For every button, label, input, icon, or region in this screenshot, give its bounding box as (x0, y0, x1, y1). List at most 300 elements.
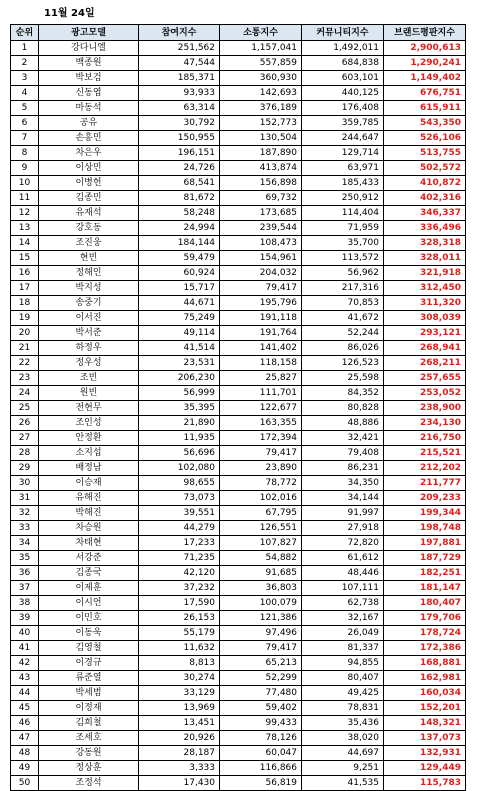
cell-model-name: 조인성 (39, 416, 139, 431)
table-row (11, 641, 466, 656)
table-row (11, 176, 466, 191)
cell-rank: 48 (11, 746, 39, 761)
cell-rank: 50 (11, 776, 39, 791)
cell-participation: 185,371 (139, 71, 220, 86)
cell-communication: 79,417 (220, 641, 302, 656)
cell-community: 56,962 (302, 266, 384, 281)
cell-model-name: 조진웅 (39, 236, 139, 251)
cell-participation: 102,080 (139, 461, 220, 476)
cell-brand-index: 268,941 (384, 341, 466, 356)
cell-communication: 152,773 (220, 116, 302, 131)
cell-rank: 33 (11, 521, 39, 536)
cell-community: 113,572 (302, 251, 384, 266)
cell-participation: 56,999 (139, 386, 220, 401)
cell-communication: 108,473 (220, 236, 302, 251)
cell-rank: 5 (11, 101, 39, 116)
cell-communication: 191,764 (220, 326, 302, 341)
header-brand-index: 브랜드평판지수 (384, 25, 466, 41)
cell-communication: 172,394 (220, 431, 302, 446)
cell-brand-index: 328,011 (384, 251, 466, 266)
cell-brand-index: 212,202 (384, 461, 466, 476)
cell-rank: 14 (11, 236, 39, 251)
cell-rank: 2 (11, 56, 39, 71)
cell-brand-index: 2,900,613 (384, 41, 466, 56)
cell-model-name: 정상훈 (39, 761, 139, 776)
cell-community: 176,408 (302, 101, 384, 116)
table-row (11, 206, 466, 221)
cell-brand-index: 615,911 (384, 101, 466, 116)
cell-participation: 11,935 (139, 431, 220, 446)
header-community: 커뮤니티지수 (302, 25, 384, 41)
cell-brand-index: 148,321 (384, 716, 466, 731)
cell-participation: 17,430 (139, 776, 220, 791)
table-row (11, 491, 466, 506)
cell-model-name: 이승재 (39, 476, 139, 491)
cell-model-name: 손흥민 (39, 131, 139, 146)
cell-model-name: 박지성 (39, 281, 139, 296)
table-row (11, 431, 466, 446)
cell-communication: 67,795 (220, 506, 302, 521)
cell-communication: 99,433 (220, 716, 302, 731)
cell-brand-index: 137,073 (384, 731, 466, 746)
cell-rank: 10 (11, 176, 39, 191)
cell-rank: 12 (11, 206, 39, 221)
cell-rank: 25 (11, 401, 39, 416)
cell-community: 26,049 (302, 626, 384, 641)
cell-community: 35,436 (302, 716, 384, 731)
cell-community: 217,316 (302, 281, 384, 296)
cell-brand-index: 543,350 (384, 116, 466, 131)
cell-brand-index: 182,251 (384, 566, 466, 581)
cell-rank: 49 (11, 761, 39, 776)
table-row (11, 266, 466, 281)
cell-rank: 15 (11, 251, 39, 266)
cell-community: 91,997 (302, 506, 384, 521)
table-row (11, 191, 466, 206)
cell-brand-index: 179,706 (384, 611, 466, 626)
cell-communication: 69,732 (220, 191, 302, 206)
cell-community: 79,408 (302, 446, 384, 461)
cell-model-name: 강다니엘 (39, 41, 139, 56)
cell-participation: 81,672 (139, 191, 220, 206)
date-label: 11월 24일 (44, 8, 95, 19)
cell-model-name: 김영철 (39, 641, 139, 656)
table-row (11, 446, 466, 461)
table-row (11, 611, 466, 626)
table-row (11, 566, 466, 581)
cell-community: 48,446 (302, 566, 384, 581)
table-row (11, 341, 466, 356)
cell-community: 38,020 (302, 731, 384, 746)
cell-rank: 37 (11, 581, 39, 596)
cell-community: 81,337 (302, 641, 384, 656)
cell-participation: 206,230 (139, 371, 220, 386)
cell-community: 250,912 (302, 191, 384, 206)
cell-participation: 71,235 (139, 551, 220, 566)
cell-brand-index: 162,981 (384, 671, 466, 686)
cell-community: 34,144 (302, 491, 384, 506)
cell-participation: 13,451 (139, 716, 220, 731)
cell-communication: 60,047 (220, 746, 302, 761)
header-rank: 순위 (11, 25, 39, 41)
table-row (11, 701, 466, 716)
cell-participation: 39,551 (139, 506, 220, 521)
cell-brand-index: 187,729 (384, 551, 466, 566)
cell-model-name: 박세범 (39, 686, 139, 701)
cell-community: 41,535 (302, 776, 384, 791)
cell-communication: 77,480 (220, 686, 302, 701)
cell-community: 71,959 (302, 221, 384, 236)
cell-rank: 43 (11, 671, 39, 686)
table-row (11, 356, 466, 371)
cell-rank: 27 (11, 431, 39, 446)
table-row (11, 86, 466, 101)
cell-participation: 55,179 (139, 626, 220, 641)
cell-brand-index: 1,290,241 (384, 56, 466, 71)
cell-model-name: 조정석 (39, 776, 139, 791)
cell-model-name: 신동엽 (39, 86, 139, 101)
cell-participation: 60,924 (139, 266, 220, 281)
cell-model-name: 백종원 (39, 56, 139, 71)
cell-participation: 150,955 (139, 131, 220, 146)
cell-model-name: 강호동 (39, 221, 139, 236)
cell-communication: 191,118 (220, 311, 302, 326)
cell-communication: 91,685 (220, 566, 302, 581)
cell-model-name: 정해인 (39, 266, 139, 281)
cell-participation: 93,933 (139, 86, 220, 101)
cell-participation: 251,562 (139, 41, 220, 56)
table-row (11, 281, 466, 296)
cell-rank: 39 (11, 611, 39, 626)
cell-rank: 3 (11, 71, 39, 86)
cell-rank: 46 (11, 716, 39, 731)
cell-model-name: 류준열 (39, 671, 139, 686)
cell-participation: 26,153 (139, 611, 220, 626)
cell-rank: 35 (11, 551, 39, 566)
cell-community: 80,828 (302, 401, 384, 416)
cell-model-name: 송중기 (39, 296, 139, 311)
cell-brand-index: 181,147 (384, 581, 466, 596)
cell-brand-index: 115,783 (384, 776, 466, 791)
table-row (11, 626, 466, 641)
cell-rank: 42 (11, 656, 39, 671)
cell-brand-index: 293,121 (384, 326, 466, 341)
cell-participation: 33,129 (139, 686, 220, 701)
cell-brand-index: 336,496 (384, 221, 466, 236)
cell-participation: 75,249 (139, 311, 220, 326)
table-row (11, 461, 466, 476)
cell-communication: 156,898 (220, 176, 302, 191)
cell-communication: 97,496 (220, 626, 302, 641)
table-row (11, 536, 466, 551)
cell-communication: 25,827 (220, 371, 302, 386)
cell-communication: 163,355 (220, 416, 302, 431)
table-row (11, 131, 466, 146)
table-row (11, 716, 466, 731)
cell-brand-index: 216,750 (384, 431, 466, 446)
table-row (11, 101, 466, 116)
cell-community: 78,831 (302, 701, 384, 716)
cell-model-name: 박해진 (39, 506, 139, 521)
cell-communication: 78,126 (220, 731, 302, 746)
cell-rank: 47 (11, 731, 39, 746)
table-row (11, 671, 466, 686)
cell-participation: 184,144 (139, 236, 220, 251)
table-row (11, 656, 466, 671)
cell-model-name: 소지섭 (39, 446, 139, 461)
cell-community: 72,820 (302, 536, 384, 551)
cell-participation: 73,073 (139, 491, 220, 506)
table-row (11, 371, 466, 386)
cell-communication: 141,402 (220, 341, 302, 356)
cell-communication: 195,796 (220, 296, 302, 311)
cell-communication: 107,827 (220, 536, 302, 551)
cell-community: 27,918 (302, 521, 384, 536)
cell-brand-index: 152,201 (384, 701, 466, 716)
cell-model-name: 유해진 (39, 491, 139, 506)
cell-rank: 16 (11, 266, 39, 281)
cell-communication: 1,157,041 (220, 41, 302, 56)
cell-model-name: 조빈 (39, 371, 139, 386)
cell-rank: 18 (11, 296, 39, 311)
cell-brand-index: 308,039 (384, 311, 466, 326)
cell-participation: 44,671 (139, 296, 220, 311)
table-row (11, 731, 466, 746)
cell-communication: 121,386 (220, 611, 302, 626)
table-row (11, 161, 466, 176)
cell-community: 44,697 (302, 746, 384, 761)
cell-participation: 28,187 (139, 746, 220, 761)
cell-rank: 13 (11, 221, 39, 236)
cell-brand-index: 328,318 (384, 236, 466, 251)
cell-communication: 360,930 (220, 71, 302, 86)
cell-community: 32,167 (302, 611, 384, 626)
cell-rank: 30 (11, 476, 39, 491)
cell-participation: 44,279 (139, 521, 220, 536)
cell-community: 359,785 (302, 116, 384, 131)
cell-community: 114,404 (302, 206, 384, 221)
cell-brand-index: 526,106 (384, 131, 466, 146)
cell-model-name: 차승원 (39, 521, 139, 536)
table-row (11, 746, 466, 761)
cell-brand-index: 172,386 (384, 641, 466, 656)
header-communication: 소통지수 (220, 25, 302, 41)
table-row (11, 506, 466, 521)
cell-brand-index: 180,407 (384, 596, 466, 611)
cell-community: 84,352 (302, 386, 384, 401)
cell-communication: 557,859 (220, 56, 302, 71)
cell-participation: 37,232 (139, 581, 220, 596)
cell-model-name: 하정우 (39, 341, 139, 356)
cell-community: 48,886 (302, 416, 384, 431)
table-row (11, 311, 466, 326)
cell-communication: 111,701 (220, 386, 302, 401)
cell-model-name: 차태현 (39, 536, 139, 551)
cell-brand-index: 321,918 (384, 266, 466, 281)
cell-communication: 52,299 (220, 671, 302, 686)
table-row (11, 416, 466, 431)
cell-community: 41,672 (302, 311, 384, 326)
cell-rank: 22 (11, 356, 39, 371)
cell-model-name: 이병헌 (39, 176, 139, 191)
cell-communication: 130,504 (220, 131, 302, 146)
table-row (11, 56, 466, 71)
cell-rank: 26 (11, 416, 39, 431)
cell-participation: 23,531 (139, 356, 220, 371)
cell-participation: 13,969 (139, 701, 220, 716)
cell-rank: 6 (11, 116, 39, 131)
header-model: 광고모델 (39, 25, 139, 41)
cell-model-name: 안정환 (39, 431, 139, 446)
cell-rank: 38 (11, 596, 39, 611)
cell-rank: 19 (11, 311, 39, 326)
table-body (11, 41, 466, 791)
cell-brand-index: 346,337 (384, 206, 466, 221)
cell-rank: 45 (11, 701, 39, 716)
cell-brand-index: 129,449 (384, 761, 466, 776)
cell-participation: 24,994 (139, 221, 220, 236)
cell-community: 126,523 (302, 356, 384, 371)
cell-community: 61,612 (302, 551, 384, 566)
cell-participation: 68,541 (139, 176, 220, 191)
table-row (11, 581, 466, 596)
cell-brand-index: 211,777 (384, 476, 466, 491)
cell-brand-index: 209,233 (384, 491, 466, 506)
cell-community: 80,407 (302, 671, 384, 686)
cell-participation: 8,813 (139, 656, 220, 671)
cell-participation: 98,655 (139, 476, 220, 491)
table-row (11, 221, 466, 236)
cell-rank: 23 (11, 371, 39, 386)
cell-rank: 24 (11, 386, 39, 401)
cell-community: 9,251 (302, 761, 384, 776)
cell-rank: 28 (11, 446, 39, 461)
table-row (11, 401, 466, 416)
cell-participation: 24,726 (139, 161, 220, 176)
cell-participation: 49,114 (139, 326, 220, 341)
cell-brand-index: 198,748 (384, 521, 466, 536)
cell-participation: 15,717 (139, 281, 220, 296)
cell-community: 35,700 (302, 236, 384, 251)
cell-communication: 204,032 (220, 266, 302, 281)
cell-rank: 41 (11, 641, 39, 656)
cell-brand-index: 253,052 (384, 386, 466, 401)
cell-community: 32,421 (302, 431, 384, 446)
brand-reputation-table (10, 24, 466, 791)
cell-communication: 78,772 (220, 476, 302, 491)
cell-model-name: 박서준 (39, 326, 139, 341)
cell-rank: 44 (11, 686, 39, 701)
cell-brand-index: 676,751 (384, 86, 466, 101)
cell-rank: 32 (11, 506, 39, 521)
cell-rank: 1 (11, 41, 39, 56)
cell-communication: 239,544 (220, 221, 302, 236)
cell-brand-index: 513,755 (384, 146, 466, 161)
cell-model-name: 서강준 (39, 551, 139, 566)
cell-rank: 29 (11, 461, 39, 476)
cell-brand-index: 402,316 (384, 191, 466, 206)
cell-rank: 7 (11, 131, 39, 146)
cell-communication: 102,016 (220, 491, 302, 506)
cell-model-name: 이동욱 (39, 626, 139, 641)
cell-participation: 11,632 (139, 641, 220, 656)
cell-community: 684,838 (302, 56, 384, 71)
cell-communication: 173,685 (220, 206, 302, 221)
table-row (11, 71, 466, 86)
cell-model-name: 이서진 (39, 311, 139, 326)
cell-model-name: 김종국 (39, 566, 139, 581)
table-row (11, 386, 466, 401)
cell-model-name: 이시언 (39, 596, 139, 611)
cell-communication: 154,961 (220, 251, 302, 266)
cell-brand-index: 215,521 (384, 446, 466, 461)
cell-participation: 3,333 (139, 761, 220, 776)
table-row (11, 146, 466, 161)
cell-brand-index: 178,724 (384, 626, 466, 641)
cell-brand-index: 199,344 (384, 506, 466, 521)
table-row (11, 761, 466, 776)
cell-participation: 58,248 (139, 206, 220, 221)
table-row (11, 251, 466, 266)
cell-communication: 116,866 (220, 761, 302, 776)
cell-model-name: 이민호 (39, 611, 139, 626)
cell-model-name: 공유 (39, 116, 139, 131)
table-row (11, 551, 466, 566)
cell-communication: 79,417 (220, 281, 302, 296)
cell-communication: 59,402 (220, 701, 302, 716)
cell-participation: 63,314 (139, 101, 220, 116)
cell-brand-index: 312,450 (384, 281, 466, 296)
cell-model-name: 차은우 (39, 146, 139, 161)
cell-model-name: 이상민 (39, 161, 139, 176)
cell-brand-index: 257,655 (384, 371, 466, 386)
cell-communication: 126,551 (220, 521, 302, 536)
cell-communication: 376,189 (220, 101, 302, 116)
cell-communication: 122,677 (220, 401, 302, 416)
cell-rank: 40 (11, 626, 39, 641)
cell-participation: 21,890 (139, 416, 220, 431)
cell-participation: 42,120 (139, 566, 220, 581)
header-participation: 참여지수 (139, 25, 220, 41)
cell-community: 603,101 (302, 71, 384, 86)
cell-rank: 31 (11, 491, 39, 506)
cell-model-name: 정우성 (39, 356, 139, 371)
table-row (11, 116, 466, 131)
cell-brand-index: 410,872 (384, 176, 466, 191)
cell-participation: 47,544 (139, 56, 220, 71)
table-row (11, 236, 466, 251)
table-row (11, 41, 466, 56)
cell-communication: 79,417 (220, 446, 302, 461)
cell-brand-index: 168,881 (384, 656, 466, 671)
cell-community: 86,231 (302, 461, 384, 476)
cell-community: 70,853 (302, 296, 384, 311)
cell-model-name: 김희철 (39, 716, 139, 731)
cell-rank: 17 (11, 281, 39, 296)
cell-community: 86,026 (302, 341, 384, 356)
cell-brand-index: 132,931 (384, 746, 466, 761)
cell-community: 440,125 (302, 86, 384, 101)
cell-community: 107,111 (302, 581, 384, 596)
cell-community: 94,855 (302, 656, 384, 671)
cell-brand-index: 268,211 (384, 356, 466, 371)
table-row (11, 596, 466, 611)
cell-model-name: 강동원 (39, 746, 139, 761)
cell-communication: 413,874 (220, 161, 302, 176)
cell-brand-index: 502,572 (384, 161, 466, 176)
cell-rank: 36 (11, 566, 39, 581)
cell-rank: 11 (11, 191, 39, 206)
